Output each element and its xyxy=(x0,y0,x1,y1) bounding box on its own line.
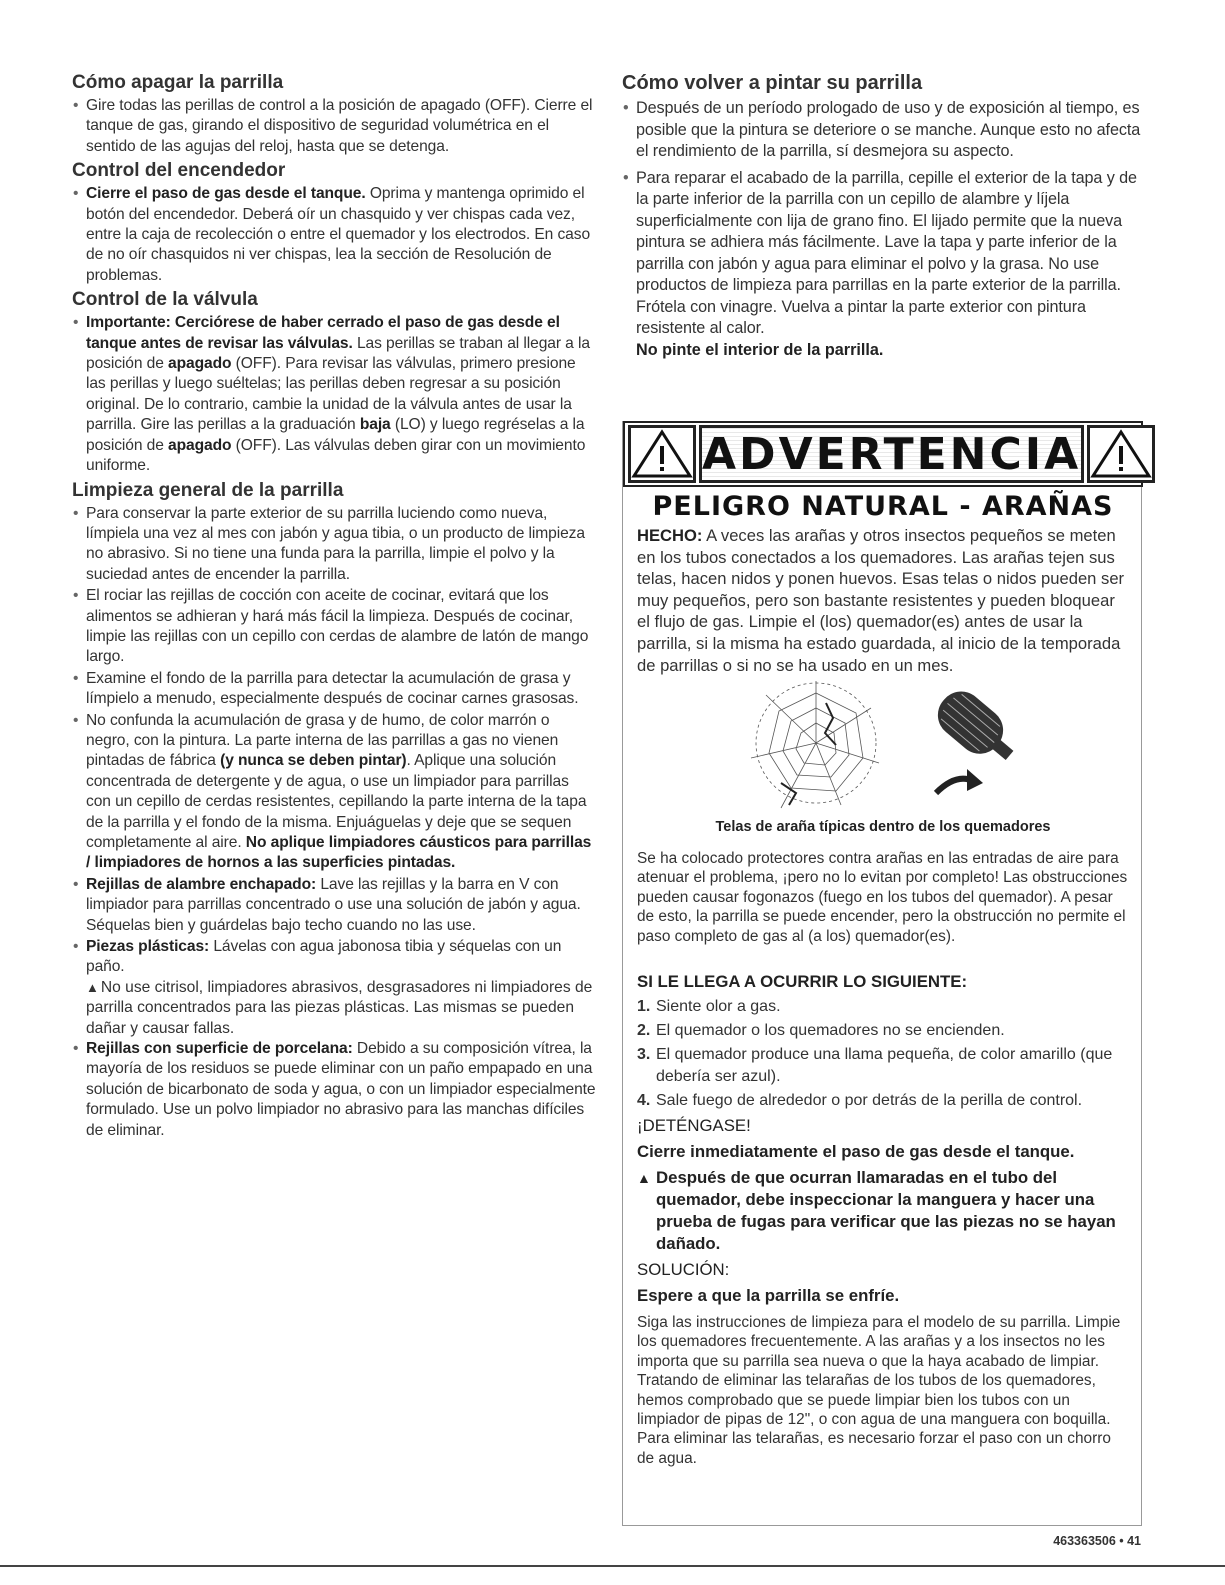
text: A veces las arañas y otros insectos pequeños se meten en los tubos conectados a los quemadores. Las arañas tejen sus telas, hacen nidos y ponen huevos. Esas telas o nidos pueden ser muy pequeños, pero son bastante resistentes y pueden bloquear el flujo de gas. Limpie el (los) quemador(es) antes de usar la parrilla, si la misma ha estado guardada, al inicio de la temporada de parrillas o si no se ha usado en un mes. xyxy=(637,526,1125,675)
list-item: 3. El quemador produce una llama pequeña, de color amarillo (que debería ser azul). xyxy=(637,1046,1113,1085)
list-item: 2. El quemador o los quemadores no se encienden. xyxy=(637,1022,1005,1040)
section-title-apagar: Cómo apagar la parrilla xyxy=(72,72,284,93)
solution-heading: SOLUCIÓN: xyxy=(637,1260,730,1280)
bold-text: Rejillas con superficie de porcelana: xyxy=(86,1040,353,1058)
symptoms-list xyxy=(637,996,1129,1111)
close-gas-instruction: Cierre inmediatamente el paso de gas desde el tanque. xyxy=(637,1142,1075,1162)
warning-triangle-icon: ▲ xyxy=(637,1170,651,1187)
bold-text: Importante: Cerciórese de haber cerrado el paso de gas desde el tanque antes de revisar las válvulas. xyxy=(86,314,560,352)
section-title-limpieza: Limpieza general de la parrilla xyxy=(72,479,344,501)
bold-text: apagado xyxy=(168,436,232,454)
bold-text: Piezas plásticas: xyxy=(86,938,210,956)
text: Oprima y mantenga oprimido el botón del encendedor. Deberá oír un chasquido y ver chispas cada vez, entre la caja de recolección o entre el quemador y los electrodos. En caso de no oír chasquidos ni ver chispas, lea la sección de Resolución de problemas. xyxy=(86,185,591,284)
fact-paragraph xyxy=(637,525,1129,676)
paragraph-limpieza-3: • Examine el fondo de la parrilla para detectar la acumulación de grasa y límpielo a menudo, especialmente después de cocinar carnes grasosas. xyxy=(72,669,597,710)
wait-instruction: Espere a que la parrilla se enfríe. xyxy=(637,1286,900,1306)
page-number: 463363506 • 41 xyxy=(1053,1534,1141,1548)
section-title-valvula: Control de la válvula xyxy=(72,289,258,311)
bold-text: Cierre el paso de gas desde el tanque. xyxy=(86,185,366,203)
hazard-title: PELIGRO NATURAL - ARAÑAS xyxy=(652,491,1114,522)
text: Lávelas con agua jabonosa tibia y séquelas con un paño. xyxy=(86,938,562,976)
paragraph-rejillas-porcelana xyxy=(72,1039,597,1141)
symptoms-heading: SI LE LLEGA A OCURRIR LO SIGUIENTE: xyxy=(637,972,968,991)
text: (LO) y luego regréselas a la posición de xyxy=(86,416,585,454)
text: . Aplique una solución concentrada de detergente y de agua, o use un limpiador para parrillas con un cepillo de cerdas resistentes, cepillando la parte interna de la tapa de la parrilla y el fondo de la misma. Enjuáguelas y deje que se sequen completamente al aire. xyxy=(86,752,587,851)
fact-label: HECHO: xyxy=(637,526,703,545)
paragraph-pintar-1: • Después de un período prologado de uso y de exposición al tiempo, es posible que la pintura se deteriore o se manche. Aunque esto no afecta el rendimiento de la parrilla, sí desmejora su aspecto. xyxy=(622,98,1142,163)
paragraph-piezas-plasticas xyxy=(72,937,597,978)
paragraph-encendedor xyxy=(72,184,597,286)
text: Debido a su composición vítrea, la mayoría de los residuos se puede eliminar con un paño empapado en una solución de bicarbonato de soda y agua, o con un limpiador especialmente formulado. Use un polvo limpiador no abrasivo para las manchas difíciles de eliminar. xyxy=(86,1040,596,1139)
warning-triangle-icon xyxy=(628,425,696,483)
bold-text: Rejillas de alambre enchapado: xyxy=(86,875,317,893)
illustration-caption: Telas de araña típicas dentro de los quemadores xyxy=(715,819,1051,835)
text: (OFF). Las válvulas deben girar con un movimiento uniforme. xyxy=(86,436,586,475)
bold-text: apagado xyxy=(168,355,232,373)
bold-text: (y nunca se deben pintar) xyxy=(220,752,407,770)
warning-title: ADVERTENCIA xyxy=(699,425,1084,483)
list-item: 1. Siente olor a gas. xyxy=(637,998,781,1015)
text: Las perillas se traban al llegar a la posición de xyxy=(86,334,590,373)
solution-paragraph: Siga las instrucciones de limpieza para el modelo de su parrilla. Limpie los quemadores frecuentemente. A las arañas y a los insectos no les importa que su parrilla sea nueva o que la haya acabado de limpiar. Tratando de eliminar las telarañas de los tubos de los quemadores, hemos comprobado que se puede limpiar bien los tubos con un limpiador de pipas de 12", o con agua de una manguera con boquilla. Para eliminar las telarañas, es necesario forzar el paso con un chorro de agua. xyxy=(637,1314,1121,1467)
bottom-rule xyxy=(0,1565,1225,1567)
right-column xyxy=(622,72,1142,361)
protectors-paragraph: Se ha colocado protectores contra arañas en las entradas de aire para atenuar el problema, ¡pero no lo evitan por completo! Las obstrucciones pueden causar fogonazos (fuego en los tubos del quemador). A pesar de esto, la parrilla se puede encender, pero la obstrucción no permite el paso completo de gas al (a los) quemador(es). xyxy=(637,850,1128,945)
paragraph-pintar-2: • Para reparar el acabado de la parrilla, cepille el exterior de la tapa y de la parte inferior de la parrilla con un cepillo de alambre y líjela superficialmente con lija de grano fino. El lijado permite que la nueva pintura se adhiera más fácilmente. Lave la tapa y parte inferior de la parrilla con jabón y agua para eliminar el polvo y la grasa. No use productos de limpieza para parrillas en la parte exterior de la parrilla. Frótela con vinagre. Vuelva a pintar la parte exterior con pintura resistente al calor. xyxy=(622,168,1142,340)
paragraph-rejillas-alambre xyxy=(72,875,597,936)
list-item: 4. Sale fuego de alrededor o por detrás de la perilla de control. xyxy=(637,1091,1083,1109)
text: No confunda la acumulación de grasa y de humo, de color marrón o negro, con la pintura. La parte interna de las parrillas a gas no vienen pintadas de fábrica xyxy=(86,711,559,770)
section-title-pintar: Cómo volver a pintar su parrilla xyxy=(622,72,923,94)
burner-tube-illustration xyxy=(911,683,1021,803)
section-title-encendedor: Control del encendedor xyxy=(72,160,286,182)
left-column xyxy=(72,72,597,1141)
warning-banner xyxy=(623,421,1143,487)
stop-heading: ¡DETÉNGASE! xyxy=(637,1116,751,1136)
spider-web-illustration xyxy=(741,673,891,818)
paragraph-plastic-warning xyxy=(72,978,597,1039)
warning-triangle-icon xyxy=(1087,425,1155,483)
warning-triangle-icon: ▲ xyxy=(86,979,99,995)
after-flashback-instruction: ▲ Después de que ocurran llamaradas en el tubo del quemador, debe inspeccionar la manguera y hacer una prueba de fugas para verificar que las piezas no se hayan dañado. xyxy=(637,1168,1116,1254)
paragraph-limpieza-1: • Para conservar la parte exterior de su parrilla luciendo como nueva, límpiela una vez al mes con jabón y agua tibia, o un producto de limpieza no abrasivo. Si no tiene una funda para la parrilla, limpie el polvo y la suciedad antes de encender la parrilla. xyxy=(72,504,597,586)
text: No use citrisol, limpiadores abrasivos, desgrasadores ni limpiadores de parrilla concentrados para las piezas plásticas. Las mismas se pueden dañar y causar fallas. xyxy=(86,978,593,1037)
no-paint-warning: No pinte el interior de la parrilla. xyxy=(636,340,884,359)
paragraph-apagar: • Gire todas las perillas de control a la posición de apagado (OFF). Cierre el tanque de gas, girando el dispositivo de seguridad volumétrica en el sentido de las agujas del reloj, hasta que se detenga. xyxy=(72,96,597,157)
paragraph-valvula xyxy=(72,313,597,476)
bold-text: baja xyxy=(359,416,391,434)
warning-box xyxy=(622,421,1142,1526)
symptoms-block xyxy=(637,971,1129,1468)
paragraph-limpieza-4 xyxy=(72,711,597,874)
text: Lave las rejillas y la barra en V con limpiador para parrillas concentrado o use una solución de jabón y agua. Séquelas bien y guárdelas bajo techo cuando no las use. xyxy=(86,875,581,934)
paragraph-limpieza-2: • El rociar las rejillas de cocción con aceite de cocinar, evitará que los alimentos se adhieran y hará más fácil la limpieza. Después de cocinar, limpie las rejillas con un cepillo con cerdas de alambre de latón de mango largo. xyxy=(72,586,597,668)
bold-warning: No aplique limpiadores cáusticos para parrillas / limpiadores de hornos a las superficies pintadas. xyxy=(86,834,592,872)
text: (OFF). Para revisar las válvulas, primero presione las perillas y luego suéltelas; las perillas deben regresar a su posición original. De lo contrario, cambie la unidad de la válvula antes de usar la parrilla. Gire las perillas a la graduación xyxy=(86,355,576,434)
